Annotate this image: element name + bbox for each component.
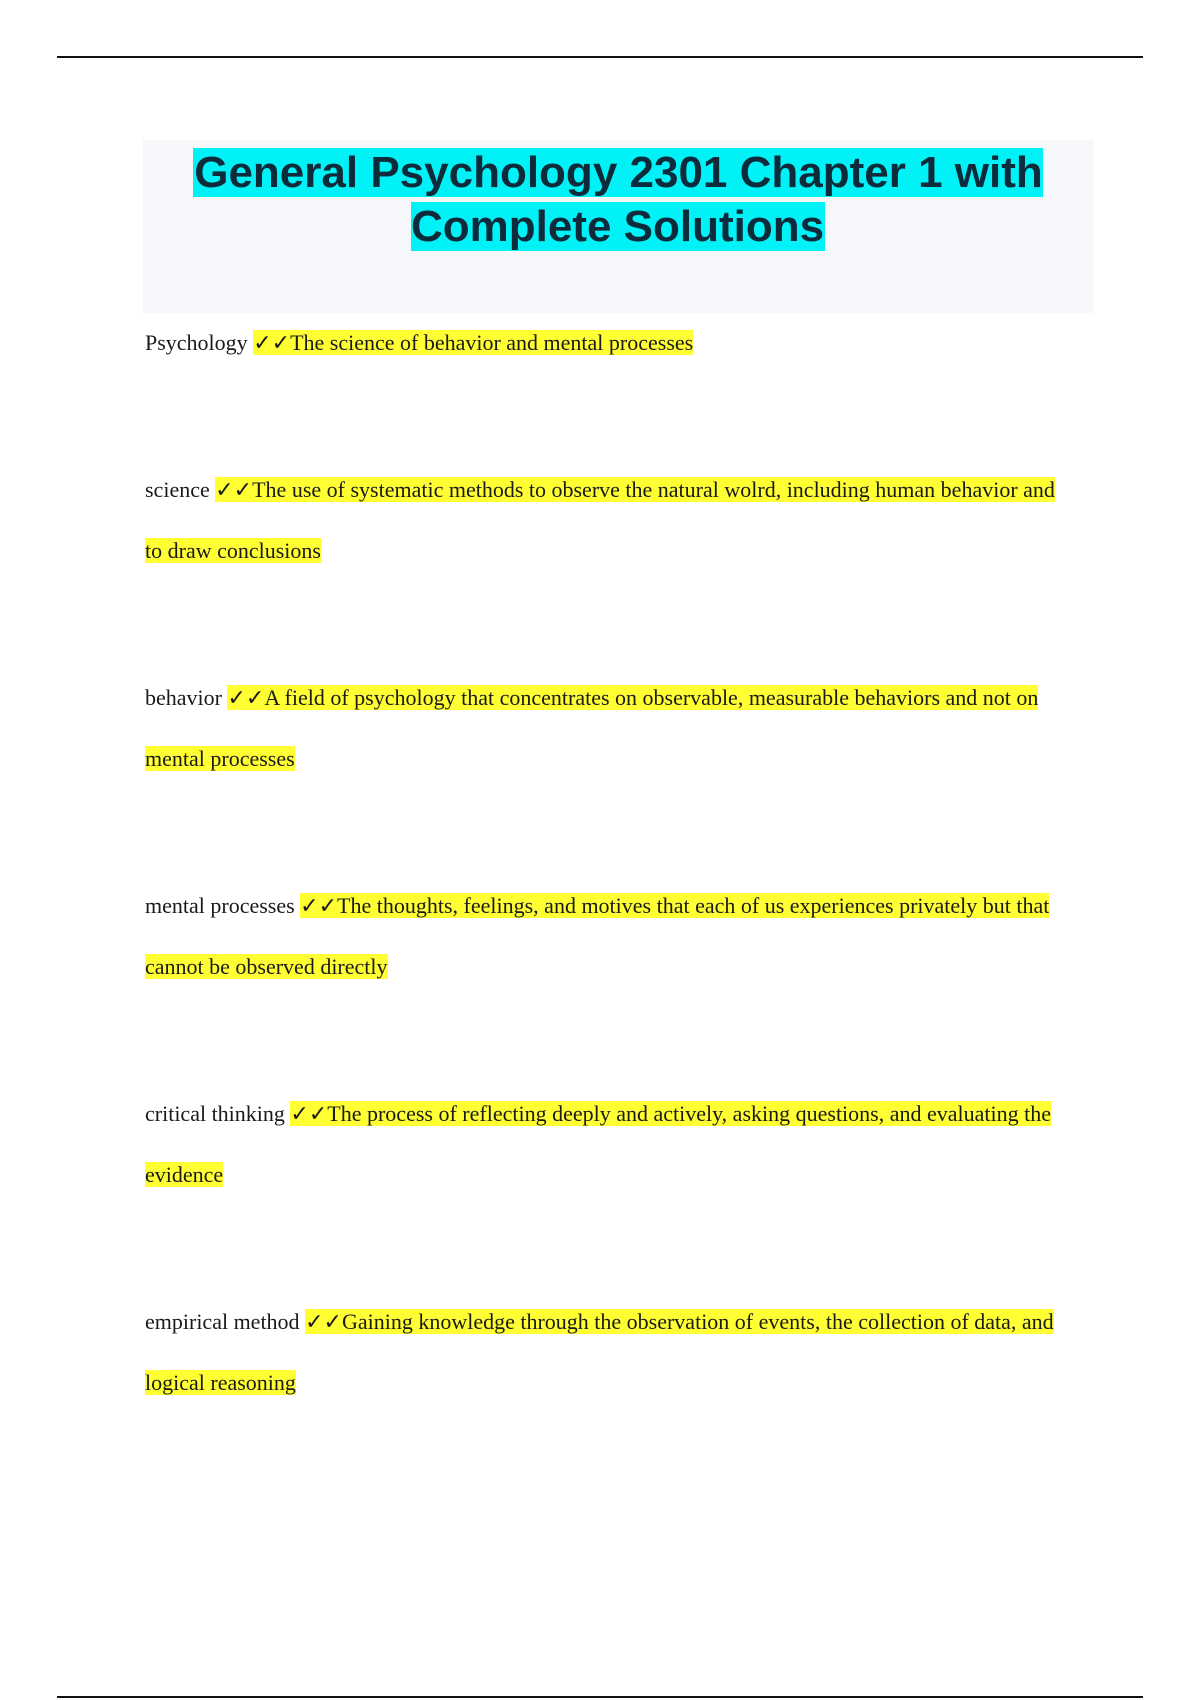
flashcard-entry (145, 459, 1065, 581)
entry-term: mental processes (145, 893, 295, 918)
flashcard-list (145, 312, 1065, 1499)
entry-definition-text: The science of behavior and mental processes (290, 330, 694, 355)
header-rule (57, 56, 1143, 58)
double-check-icon: ✓✓ (227, 685, 265, 710)
flashcard-entry (145, 667, 1065, 789)
entry-term: behavior (145, 685, 222, 710)
entry-term: critical thinking (145, 1101, 285, 1126)
entry-term: empirical method (145, 1309, 300, 1334)
entry-definition (145, 685, 1038, 771)
entry-definition-text: Gaining knowledge through the observation of events, the collection of data, and logical reasoning (145, 1309, 1054, 1395)
entry-definition (145, 477, 1055, 563)
flashcard-entry (145, 875, 1065, 997)
double-check-icon: ✓✓ (305, 1309, 342, 1334)
document-title-text: General Psychology 2301 Chapter 1 with Complete Solutions (194, 148, 1043, 251)
flashcard-entry (145, 1291, 1065, 1413)
double-check-icon: ✓✓ (253, 330, 291, 355)
title-block (143, 140, 1093, 313)
double-check-icon: ✓✓ (290, 1101, 328, 1126)
entry-definition-text: The use of systematic methods to observe the natural wolrd, including human behavior and to draw conclusions (145, 477, 1055, 563)
entry-term: Psychology (145, 330, 248, 355)
entry-definition-text: The thoughts, feelings, and motives that each of us experiences privately but that cannot be observed directly (145, 893, 1050, 979)
flashcard-entry (145, 1083, 1065, 1205)
entry-term: science (145, 477, 210, 502)
entry-definition-text: A field of psychology that concentrates on observable, measurable behaviors and not on mental processes (145, 685, 1039, 771)
entry-definition (253, 330, 693, 355)
footer-rule (57, 1696, 1143, 1698)
document-title (143, 140, 1093, 254)
entry-definition-text: The process of reflecting deeply and actively, asking questions, and evaluating the evidence (145, 1101, 1052, 1187)
double-check-icon: ✓✓ (300, 893, 338, 918)
double-check-icon: ✓✓ (215, 477, 253, 502)
flashcard-entry (145, 312, 1065, 373)
